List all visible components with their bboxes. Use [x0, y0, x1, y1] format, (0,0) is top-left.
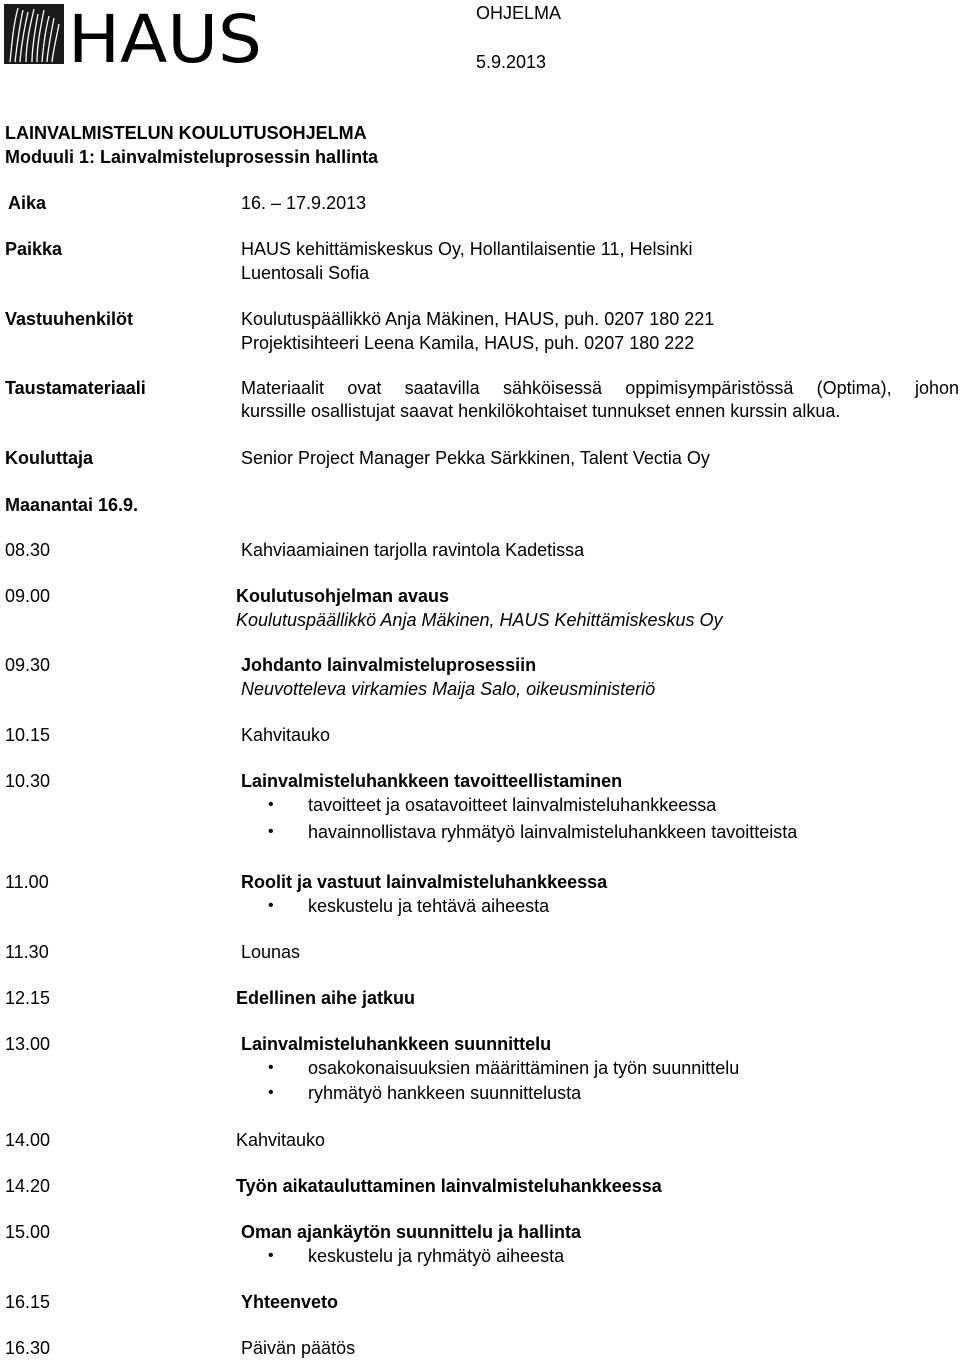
schedule-title: Roolit ja vastuut lainvalmisteluhankkeessa [241, 872, 608, 892]
schedule-time: 12.15 [5, 988, 51, 1008]
schedule-bullet: • osakokonaisuuksien määrittäminen ja työn suunnittelu [272, 1057, 739, 1079]
svg-text:HAUS: HAUS [68, 4, 262, 66]
vastuuhenkilot-label: Vastuuhenkilöt [5, 309, 134, 329]
vastuuhenkilot-value-line2: Projektisihteeri Leena Kamila, HAUS, puh. 0207 180 222 [241, 333, 695, 353]
kouluttaja-label: Kouluttaja [5, 448, 93, 468]
schedule-title: Työn aikatauluttaminen lainvalmisteluhankkeessa [236, 1176, 662, 1196]
schedule-time: 15.00 [5, 1222, 51, 1242]
paikka-value-line1: HAUS kehittämiskeskus Oy, Hollantilaisentie 11, Helsinki [241, 239, 693, 259]
kouluttaja-value: Senior Project Manager Pekka Särkkinen, Talent Vectia Oy [241, 448, 710, 468]
schedule-time: 10.15 [5, 725, 51, 745]
schedule-title: Edellinen aihe jatkuu [236, 988, 416, 1008]
doc-date: 5.9.2013 [476, 52, 547, 72]
schedule-title: Johdanto lainvalmisteluprosessiin [241, 655, 537, 675]
schedule-speaker: Koulutuspäällikkö Anja Mäkinen, HAUS Kehittämiskeskus Oy [236, 610, 723, 630]
module-title: Moduuli 1: Lainvalmisteluprosessin hallinta [5, 147, 379, 167]
schedule-title: Lounas [241, 942, 301, 962]
schedule-title: Yhteenveto [241, 1292, 339, 1312]
schedule-time: 16.15 [5, 1292, 51, 1312]
day-heading: Maanantai 16.9. [5, 495, 139, 515]
program-title: LAINVALMISTELUN KOULUTUSOHJELMA [5, 123, 367, 143]
taustamateriaali-value-line1: Materiaalit ovat saatavilla sähköisessä oppimisympäristössä (Optima), johon [241, 378, 959, 398]
schedule-time: 16.30 [5, 1338, 51, 1358]
schedule-time: 08.30 [5, 540, 51, 560]
schedule-speaker: Neuvotteleva virkamies Maija Salo, oikeusministeriö [241, 679, 656, 699]
taustamateriaali-value-line2: kurssille osallistujat saavat henkilökohtaiset tunnukset ennen kurssin alkua. [241, 401, 841, 421]
schedule-title: Koulutusohjelman avaus [236, 586, 450, 606]
schedule-time: 13.00 [5, 1034, 51, 1054]
schedule-time: 14.20 [5, 1176, 51, 1196]
schedule-time: 14.00 [5, 1130, 51, 1150]
schedule-time: 11.00 [5, 872, 49, 892]
paikka-label: Paikka [5, 239, 63, 259]
schedule-bullet: • keskustelu ja tehtävä aiheesta [272, 895, 549, 917]
schedule-time: 11.30 [5, 942, 49, 962]
schedule-bullet: • keskustelu ja ryhmätyö aiheesta [272, 1245, 564, 1267]
schedule-title: Kahvitauko [236, 1130, 326, 1150]
paikka-value-line2: Luentosali Sofia [241, 263, 370, 283]
schedule-time: 09.00 [5, 586, 51, 606]
doc-type: OHJELMA [476, 3, 562, 23]
schedule-title: Oman ajankäytön suunnittelu ja hallinta [241, 1222, 582, 1242]
schedule-bullet: • havainnollistava ryhmätyö lainvalmisteluhankkeen tavoitteista [272, 821, 797, 843]
vastuuhenkilot-value-line1: Koulutuspäällikkö Anja Mäkinen, HAUS, puh. 0207 180 221 [241, 309, 715, 329]
schedule-title: Kahvitauko [241, 725, 331, 745]
taustamateriaali-label: Taustamateriaali [5, 378, 146, 398]
schedule-time: 09.30 [5, 655, 51, 675]
aika-value: 16. – 17.9.2013 [241, 193, 367, 213]
schedule-title: Lainvalmisteluhankkeen suunnittelu [241, 1034, 552, 1054]
schedule-time: 10.30 [5, 771, 51, 791]
haus-logo-graphic [4, 4, 266, 66]
schedule-title: Päivän päätös [241, 1338, 356, 1358]
schedule-title: Lainvalmisteluhankkeen tavoitteellistaminen [241, 771, 623, 791]
schedule-bullet: • tavoitteet ja osatavoitteet lainvalmisteluhankkeessa [272, 794, 716, 816]
aika-label: Aika [8, 193, 47, 213]
haus-logo [4, 4, 266, 66]
schedule-bullet: • ryhmätyö hankkeen suunnittelusta [272, 1082, 581, 1104]
schedule-title: Kahviaamiainen tarjolla ravintola Kadetissa [241, 540, 585, 560]
